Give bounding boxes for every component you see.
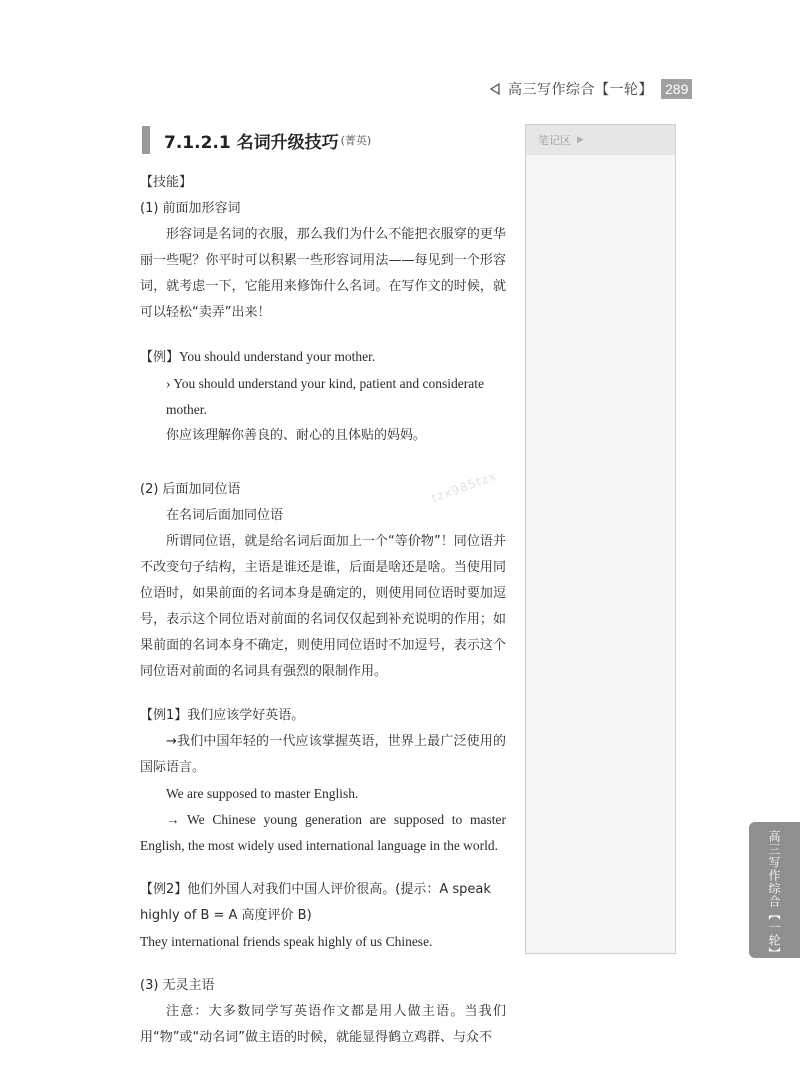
play-arrow-icon: ▶ [577,135,584,145]
example2-en: They international friends speak highly of us Chinese. [140,934,433,949]
example1-en: We are supposed to master English. [166,786,359,801]
item1-heading: (1) 前面加形容词 [140,201,241,216]
example-translation: 你应该理解你善良的、耐心的且体贴的妈妈。 [166,428,427,443]
example2-cn: 他们外国人对我们中国人评价很高。(提示：A speak highly of B = A 高度评价 B) [140,882,491,923]
item2-heading: (2) 后面加同位语 [140,482,241,497]
example-improved: › You should understand your kind, patient and considerate mother. [166,376,484,417]
example-sentence: You should understand your mother. [179,349,376,364]
example-label: 【例】 [140,350,180,365]
item2-paragraph: 所谓同位语，就是给名词后面加上一个“等价物”！同位语并不改变句子结构，主语是谁还是谁，后面是啥还是啥。当使用同位语时，如果前面的名词本身是确定的，则使用同位语时要加逗号，表示这个同位语对前面的名词仅仅起到补充说明的作用；如果前面的名词本身不确定，则使用同位语时不加逗号，表示这个同位语对前面的名词具有强烈的限制作用。 [140,534,506,679]
watermark: tzx985tzx [429,468,499,506]
notes-header [526,125,675,155]
item3-paragraph: 注意：大多数同学写英语作文都是用人做主语。当我们用“物”或“动名词”做主语的时候，就能显得鹤立鸡群、与众不 [140,1004,506,1045]
item3-heading: (3) 无灵主语 [140,978,215,993]
example1-cn-improved: →我们中国年轻的一代应该掌握英语，世界上最广泛使用的国际语言。 [140,734,506,775]
notes-label: 笔记区 [538,134,571,147]
notes-area[interactable] [525,124,676,954]
example1-line [140,703,506,729]
triangle-left-icon [488,82,502,96]
example1-label: 【例1】 [140,708,188,723]
skill-label: 【技能】 [140,175,193,190]
main-content [140,170,506,1051]
section-title-text: 7.1.2.1 名词升级技巧 [164,132,339,153]
running-header [488,78,692,100]
header-title: 高三写作综合【一轮】 [508,82,653,98]
item2-subheading: 在名词后面加同位语 [166,508,284,523]
example2-line [140,877,506,929]
example1-cn: 我们应该学好英语。 [187,708,305,723]
side-tab-text: 高三写作综合【一轮】 [767,830,781,960]
item1-paragraph: 形容词是名词的衣服，那么我们为什么不能把衣服穿的更华丽一些呢？你平时可以积累一些形容词用法——每见到一个形容词，就考虑一下，它能用来修饰什么名词。在写作文的时候，就可以轻松“卖弄”出来！ [140,227,506,320]
section-title [142,126,371,154]
section-marker-bar [142,126,150,154]
side-tab [749,822,800,958]
example1-en-improved: → We Chinese young generation are supposed to master English, the most widely used international language in the world. [140,812,506,853]
section-badge: (菁英) [340,134,372,147]
page-number: 289 [661,79,692,99]
example2-label: 【例2】 [140,882,188,897]
example-line [140,344,506,371]
